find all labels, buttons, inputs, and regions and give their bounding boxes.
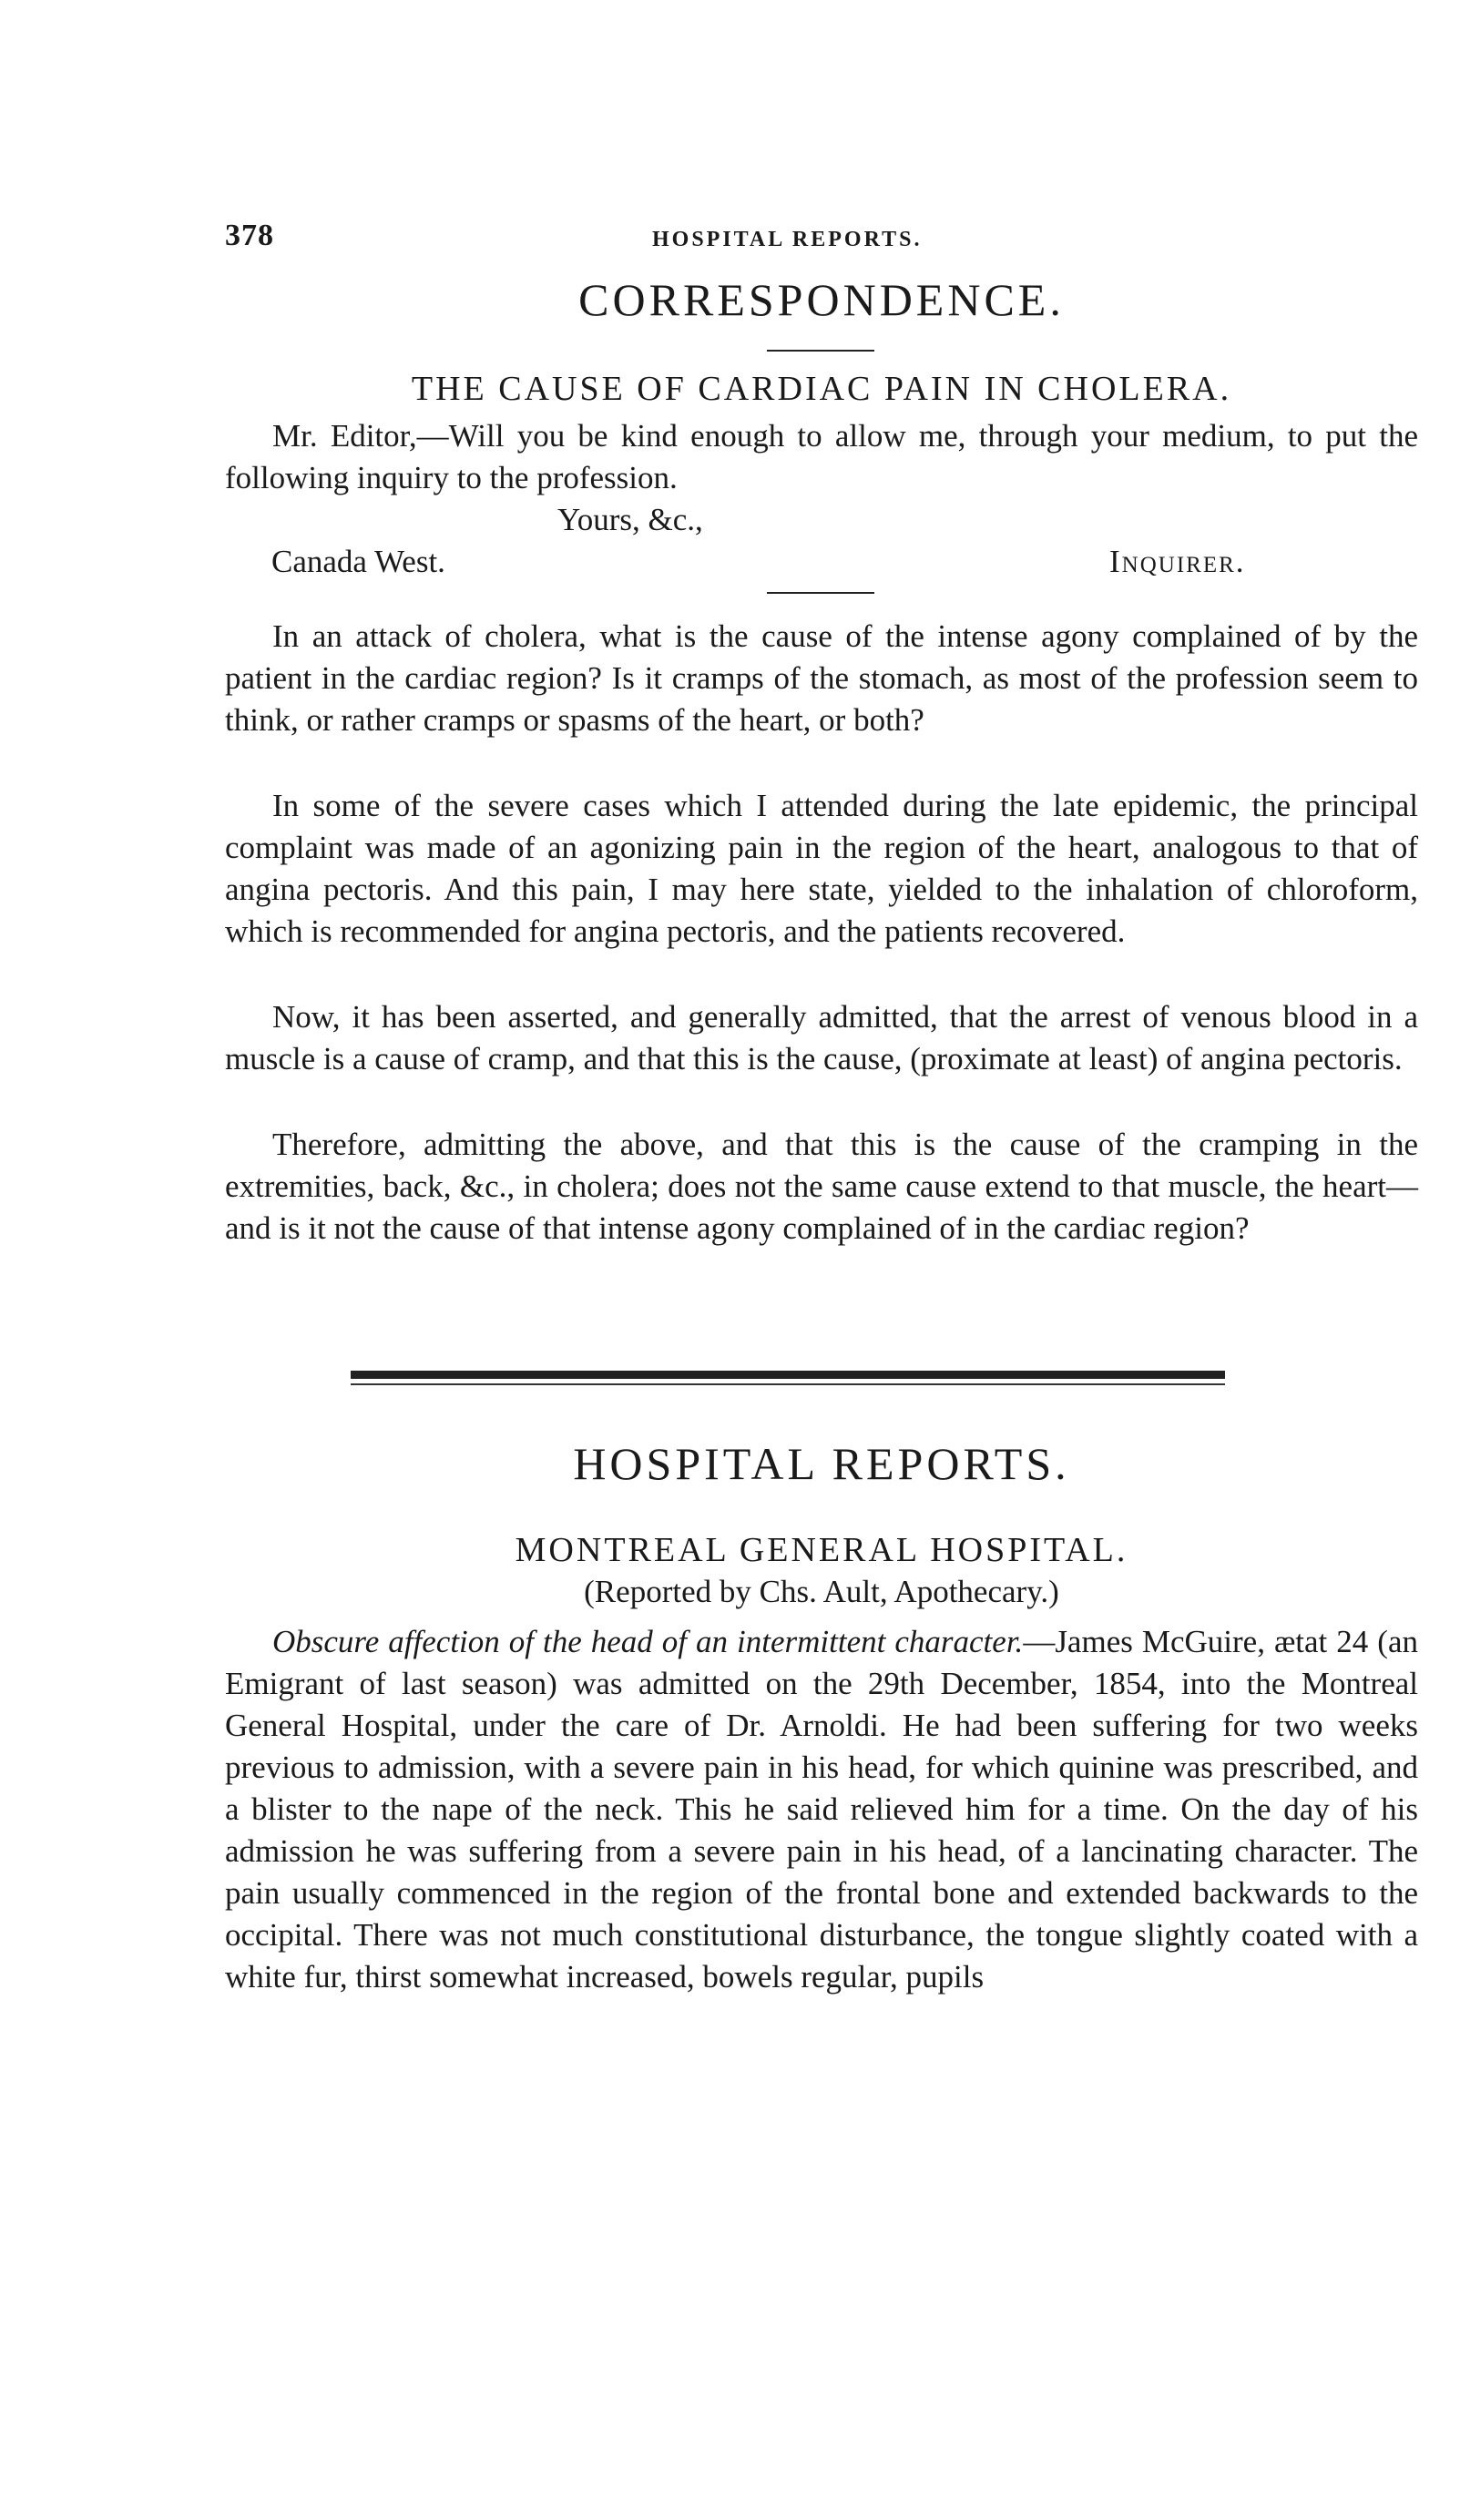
place: Canada West. — [271, 544, 445, 579]
correspondence-paragraph: In some of the severe cases which I attended during the late epidemic, the principal complaint was made of an agonizing pain in the region of the heart, analogous to that of angina pectoris. And this pain, I may here state, yielded to the inhalation of chloroform, which is recommended for angina pectoris, and the patients recovered. — [225, 788, 1418, 949]
signature: Inquirer. — [1109, 544, 1246, 579]
hospital-reports-heading: HOSPITAL REPORTS. — [573, 1438, 1070, 1489]
correspondence-heading: CORRESPONDENCE. — [578, 274, 1065, 325]
salutation: Mr. Editor,—Will you be kind enough to allow me, through your medium, to put the following inquiry to the profession. — [225, 418, 1418, 495]
hospital-subheading: MONTREAL GENERAL HOSPITAL. — [515, 1531, 1128, 1569]
short-rule — [767, 592, 874, 594]
case-report — [225, 1621, 1418, 1998]
correspondence-subheading: THE CAUSE OF CARDIAC PAIN IN CHOLERA. — [411, 370, 1232, 408]
page-number: 378 — [225, 219, 274, 252]
short-rule — [767, 350, 874, 352]
correspondence-paragraph: In an attack of cholera, what is the cause of the intense agony complained of by the patient in the cardiac region? Is it cramps of the stomach, as most of the profession seem to think, or rather cramps or spasms of the heart, or both? — [225, 618, 1418, 738]
case-text: —James McGuire, ætat 24 (an Emigrant of last season) was admitted on the 29th December, 1854, into the Montreal General Hospital, under the care of Dr. Arnoldi. He had been suffering for two weeks previous to admission, with a severe pain in his head, for which quinine was prescribed, and a blister to the nape of the neck. This he said relieved him for a time. On the day of his admission he was suffering from a severe pain in his head, of a lancinating character. The pain usually commenced in the region of the frontal bone and extended backwards to the occipital. There was not much constitutional disturbance, the tongue slightly coated with a white fur, thirst somewhat increased, bowels regular, pupils — [225, 1624, 1418, 1995]
ornamental-rule — [351, 1371, 1225, 1389]
correspondence-paragraph: Therefore, admitting the above, and that this is the cause of the cramping in the extremities, back, &c., in cholera; does not the same cause extend to that muscle, the heart—and is it not the cause of that intense agony complained of in the cardiac region? — [225, 1127, 1418, 1246]
running-title: HOSPITAL REPORTS. — [652, 228, 923, 251]
reporter-credit: (Reported by Chs. Ault, Apothecary.) — [584, 1574, 1059, 1609]
case-title: Obscure affection of the head of an intermittent character. — [272, 1624, 1024, 1659]
correspondence-paragraph: Now, it has been asserted, and generally admitted, that the arrest of venous blood in a muscle is a cause of cramp, and that this is the cause, (proximate at least) of angina pectoris. — [225, 999, 1418, 1076]
closing: Yours, &c., — [557, 502, 703, 537]
